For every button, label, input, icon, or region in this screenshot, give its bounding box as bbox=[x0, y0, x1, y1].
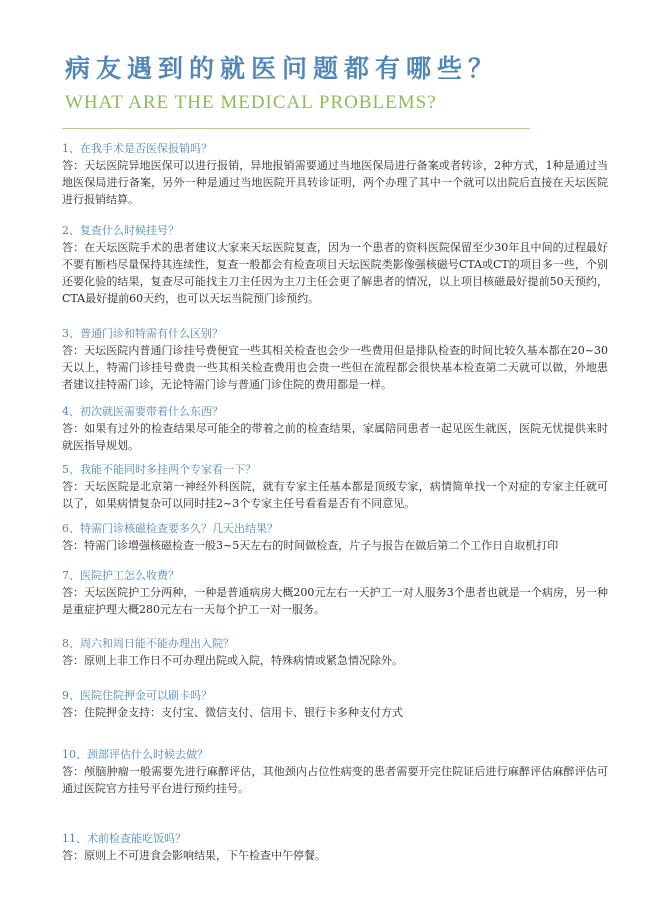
question-2: 2、复查什么时候挂号？ bbox=[62, 224, 179, 237]
qa-item-2 bbox=[62, 223, 608, 307]
qa-item-4 bbox=[62, 404, 608, 454]
answer-2: 答：在天坛医院手术的患者建议大家来天坛医院复查，因为一个患者的资料医院保留至少30年且中间的过程最好不要有断档尽量保持其连续性，复查一般都会有检查项目天坛医院类影像强核磁号CTA或CT的项目多一些，个别还要化验的结果，复查尽可能找主刀主任因为主刀主任会更了解患者的情况，以上项目核磁最好提前50天预约，CTA最好提前60天约，也可以天坛当院预门诊预约。 bbox=[62, 241, 608, 305]
page-title: 病友遇到的就医问题都有哪些？ bbox=[65, 54, 500, 83]
answer-6: 答：特需门诊增强核磁检查一般3~5天左右的时间做检查，片子与报告在做后第二个工作日自取机打印 bbox=[62, 539, 559, 552]
answer-4: 答：如果有过外的检查结果尽可能全的带着之前的检查结果，家属陪同患者一起见医生就医，医院无忧提供来时就医指导规划。 bbox=[62, 422, 608, 452]
answer-3: 答：天坛医院内普通门诊挂号费便宜一些其相关检查也会少一些费用但是排队检查的时间比较久基本都在20~30天以上，特需门诊挂号费贵一些其相关检查费用也会贵一些但在流程都会很快基本检查第二天就可以做，外地患者建议挂特需门诊，无论特需门诊与普通门诊住院的费用都是一样。 bbox=[62, 344, 608, 391]
qa-item-5 bbox=[62, 462, 608, 512]
question-8: 8、周六和周日能不能办理出入院？ bbox=[62, 637, 234, 650]
question-6: 6、特需门诊核磁检查要多久？几天出结果？ bbox=[62, 522, 278, 535]
qa-item-1 bbox=[62, 141, 608, 208]
answer-11: 答：原则上不可进食会影响结果，下午检查中午停餐。 bbox=[62, 849, 326, 862]
qa-item-6 bbox=[62, 521, 608, 554]
qa-item-8 bbox=[62, 636, 608, 669]
question-10: 10、颈部评估什么时候去做？ bbox=[62, 748, 208, 761]
qa-item-3 bbox=[62, 326, 608, 393]
answer-1: 答：天坛医院异地医保可以进行报销，异地报销需要通过当地医保局进行备案或者转诊，2种方式，1种是通过当地医保局进行备案，另外一种是通过当地医院开具转诊证明，两个办理了其中一个就可以出院后直接在天坛医院进行报销结算。 bbox=[62, 159, 608, 206]
header-divider bbox=[62, 128, 530, 129]
question-4: 4、初次就医需要带着什么东西？ bbox=[62, 405, 223, 418]
question-9: 9、医院住院押金可以刷卡吗？ bbox=[62, 689, 212, 702]
qa-item-7 bbox=[62, 568, 608, 618]
page-subtitle-english: WHAT ARE THE MEDICAL PROBLEMS? bbox=[65, 92, 437, 113]
qa-item-9 bbox=[62, 688, 608, 721]
answer-9: 答：住院押金支持：支付宝、微信支付、信用卡、银行卡多种支付方式 bbox=[62, 706, 403, 719]
qa-item-11 bbox=[62, 831, 608, 864]
answer-7: 答：天坛医院护工分两种，一种是普通病房大概200元左右一天护工一对人服务3个患者也就是一个病房，另一种是重症护理大概280元左右一天每个护工一对一服务。 bbox=[62, 586, 608, 616]
page-header bbox=[65, 52, 605, 114]
question-5: 5、我能不能同时多挂两个专家看一下？ bbox=[62, 463, 256, 476]
question-1: 1、在我手术是否医保报销吗？ bbox=[62, 142, 212, 155]
answer-10: 答：颅脑肿瘤一般需要先进行麻醉评估，其他颈内占位性病变的患者需要开完住院证后进行麻醉评估麻醉评估可通过医院官方挂号平台进行预约挂号。 bbox=[62, 765, 608, 795]
answer-8: 答：原则上非工作日不可办理出院或入院，特殊病情或紧急情况除外。 bbox=[62, 654, 403, 667]
question-11: 11、术前检查能吃饭吗？ bbox=[62, 832, 186, 845]
qa-item-10 bbox=[62, 747, 608, 797]
answer-5: 答：天坛医院是北京第一神经外科医院，就有专家主任基本都是顶级专家，病情简单找一个对症的专家主任就可以了，如果病情复杂可以同时挂2~3个专家主任号看看是否有不同意见。 bbox=[62, 480, 608, 510]
question-3: 3、普通门诊和特需有什么区别？ bbox=[62, 327, 223, 340]
question-7: 7、医院护工怎么收费？ bbox=[62, 569, 179, 582]
